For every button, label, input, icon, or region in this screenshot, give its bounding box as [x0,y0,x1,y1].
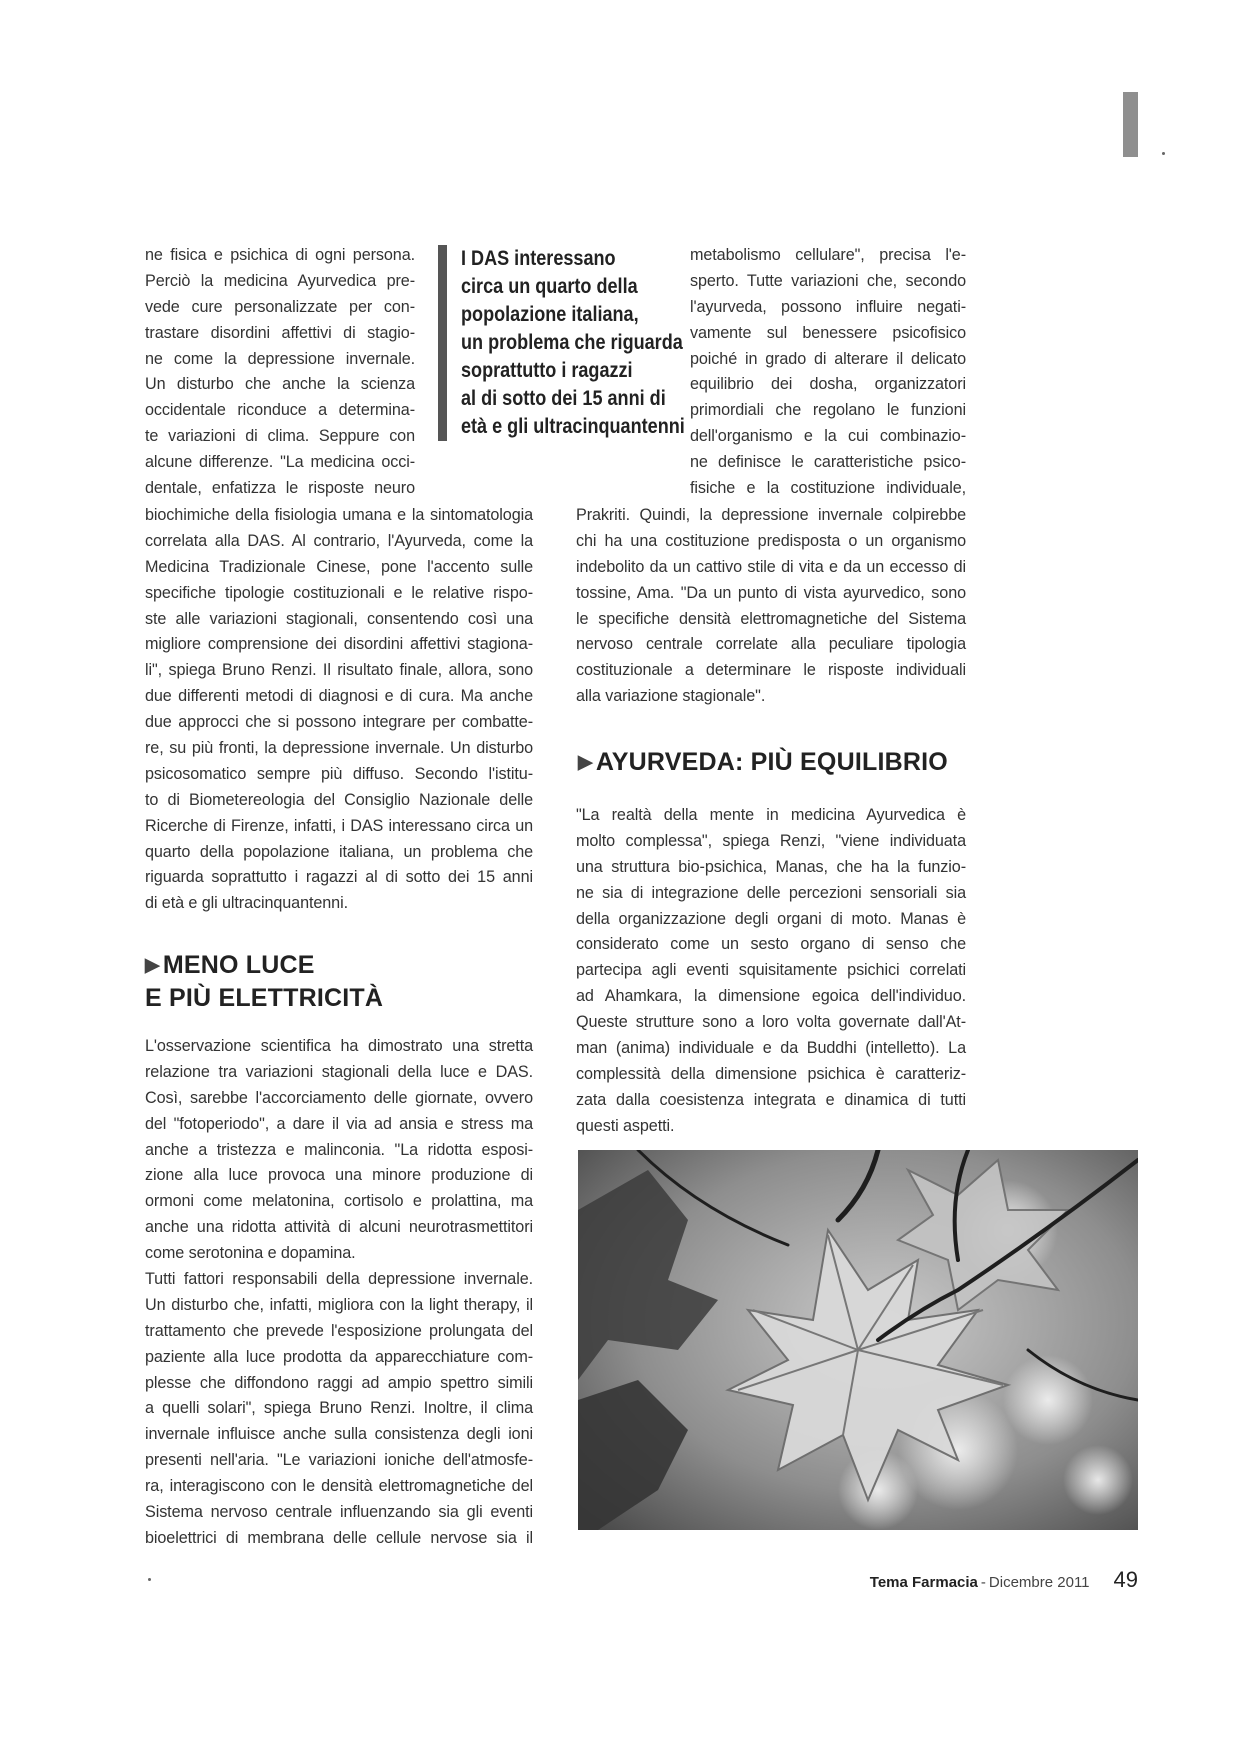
text-line: del "fotoperiodo", a dare il via ad ansia e stress ma [145,1114,533,1133]
text-line: riguarda soprattutto i ragazzi al di sotto dei 15 anni [145,868,533,887]
text-line: L'osservazione scientifica ha dimostrato una stretta [145,1037,533,1055]
text-line: a quelli solari", spiega Bruno Renzi. Inoltre, il clima [145,1399,533,1418]
pull-quote [438,245,709,441]
text-line: zata dalla coesistenza integrata e dinamica di tutti [576,1090,966,1109]
text-line: specifiche tipologie costituzionali e le relative rispo- [145,583,533,602]
text-line: anche a tristezza e malinconia. "La ridotta esposi- [145,1140,533,1159]
text-line: dell'organismo e la cui combinazio- [690,427,966,446]
text-line: psicosomatico sempre più diffuso. Secondo l'istitu- [145,764,533,783]
text-line: "La realtà della mente in medicina Ayurvedica è [576,806,966,824]
page-number: 49 [1113,1567,1138,1592]
text-line: migliore comprensione dei disordini affettivi stagiona- [145,635,533,654]
text-line: costituzionale a determinare le risposte individuali [576,661,966,680]
text-line: l'ayurveda, possono influire negati- [690,297,966,316]
text-line: due differenti metodi di diagnosi e di cura. Ma anche [145,687,533,706]
text-line: nervoso centrale correlate alla peculiare tipologia [576,635,966,654]
text-line: partecipa agli eventi squisitamente psichici correlati [576,961,966,980]
text-line: Perciò la medicina Ayurvedica pre- [145,271,415,290]
text-line: considerato come un sesto organo di senso che [576,935,966,954]
text-line: indebolito da un cattivo stile di vita e da un eccesso di [576,557,966,576]
text-line: ormoni come melatonina, cortisolo e prolattina, ma [145,1192,533,1211]
text-line: paziente alla luce prodotta da apparecchiature com- [145,1347,533,1366]
text-line: le specifiche densità elettromagnetiche del Sistema [576,609,966,628]
section-heading-meno-luce [145,950,383,1014]
text-line: ste alle variazioni stagionali, consentendo così una [145,609,533,628]
text-line: to di Biometereologia del Consiglio Nazionale delle [145,790,533,809]
triangle-bullet-icon: ▶ [145,955,160,976]
page-footer [870,1567,1138,1593]
text-line: Un disturbo che anche la scienza [145,375,415,394]
text-line: relazione tra variazioni stagionali della luce e DAS. [145,1062,533,1081]
text-line: alcune differenze. "La medicina occi- [145,453,415,472]
text-line: primordiali che regolano le funzioni [690,401,966,420]
text-line: correlata alla DAS. Al contrario, l'Ayurveda, come la [145,531,533,550]
text-line: poiché in grado di alterare il delicato [690,349,966,368]
text-line: ne fisica e psichica di ogni persona. [145,246,415,264]
pull-quote-line: età e gli ultracinquantenni [461,415,685,438]
column-a-intro [145,243,415,502]
text-line: Ricerche di Firenze, infatti, i DAS interessano circa un [145,816,533,835]
pull-quote-line: soprattutto i ragazzi [461,359,633,382]
text-line: presenti nell'aria. "Le variazioni ioniche dell'atmosfe- [145,1451,533,1470]
text-line: ne sia di integrazione delle percezioni sensoriali sia [576,883,966,902]
footer-separator: - [980,1574,986,1591]
text-line: Così, sarebbe l'accorciamento delle giornate, ovvero [145,1088,533,1107]
text-line: vamente sul benessere psicofisico [690,323,966,342]
pull-quote-line: un problema che riguarda [461,331,683,354]
text-line: Medicina Tradizionale Cinese, pone l'accento sulle [145,557,533,576]
text-line: li", spiega Bruno Renzi. Il risultato finale, allora, sono [145,661,533,680]
text-line: bioelettrici di membrana delle cellule nervose sia il [145,1528,533,1547]
pull-quote-line: circa un quarto della [461,275,638,298]
text-line: ne definisce le caratteristiche psico- [690,453,966,472]
text-line: Queste strutture sono a loro volta governate dall'At- [576,1013,966,1032]
text-line: ra, interagiscono con le densità elettromagnetiche del [145,1477,533,1496]
text-line: Un disturbo che, infatti, migliora con la light therapy, il [145,1295,533,1314]
column-a-body [145,503,533,917]
maple-leaves-photo [578,1150,1138,1530]
text-line: Sistema nervoso centrale influenzando sia gli eventi [145,1503,533,1522]
text-line: molto complessa", spiega Renzi, "viene individuata [576,831,966,850]
text-line: complessità della dimensione psichica è caratteriz- [576,1064,966,1083]
heading-text: E PIÙ ELETTRICITÀ [145,984,384,1012]
text-line: quarto della popolazione italiana, un problema che [145,842,533,861]
issue-date: Dicembre 2011 [988,1574,1090,1591]
speck [1162,152,1165,155]
text-line: zione alla luce provoca una minore produzione di [145,1166,533,1185]
text-line: due approcci che si possono integrare per combatte- [145,713,533,732]
column-b-intro [690,243,966,502]
column-a-meno-luce-text [145,1034,533,1552]
text-line: della organizzazione degli organi di moto. Manas è [576,909,966,928]
triangle-bullet-icon: ▶ [578,752,593,773]
text-line: invernale influisce anche sulla consistenza degli ioni [145,1425,533,1444]
heading-text: AYURVEDA: PIÙ EQUILIBRIO [595,748,948,776]
column-b-body [576,503,966,710]
text-line: di età e gli ultracinquantenni. [145,894,348,913]
section-heading-ayurveda [578,747,948,780]
text-line: anche una ridotta attività di alcuni neurotrasmettitori [145,1218,533,1237]
section-tab-marker [1123,92,1138,157]
column-b-ayurveda-text [576,803,966,1140]
text-line: chi ha una costituzione predisposta o un organismo [576,531,966,550]
text-line: occidentale riconduce a determina- [145,401,415,420]
text-line: dentale, enfatizza le risposte neuro [145,479,415,498]
text-line: fisiche e la costituzione individuale, [690,479,966,498]
text-line: ne come la depressione invernale. [145,349,415,368]
text-line: man (anima) individuale e da Buddhi (intelletto). La [576,1039,966,1058]
text-line: Prakriti. Quindi, la depressione invernale colpirebbe [576,506,966,524]
text-line: come serotonina e dopamina. [145,1244,356,1263]
text-line: alla variazione stagionale". [576,687,766,706]
text-line: ad Ahamkara, la dimensione egoica dell'individuo. [576,987,966,1006]
publication-name: Tema Farmacia [869,1574,978,1591]
text-line: biochimiche della fisiologia umana e la sintomatologia [145,506,533,524]
text-line: sperto. Tutte variazioni che, secondo [690,271,966,290]
text-line: questi aspetti. [576,1116,675,1135]
heading-text: MENO LUCE [162,951,315,979]
text-line: trastare disordini affettivi di stagio- [145,323,415,342]
text-line: Tutti fattori responsabili della depressione invernale. [145,1270,533,1289]
text-line: metabolismo cellulare", precisa l'e- [690,246,966,264]
pull-quote-line: I DAS interessano [461,247,616,270]
speck [148,1578,151,1581]
text-line: vede cure personalizzate per con- [145,297,415,316]
text-line: una struttura bio-psichica, Manas, che ha la funzio- [576,857,966,876]
text-line: plesse che diffondono raggi ad ampio spettro simili [145,1373,533,1392]
pull-quote-line: al di sotto dei 15 anni di [461,387,666,410]
pull-quote-line: popolazione italiana, [461,303,639,326]
text-line: equilibrio dei dosha, organizzatori [690,375,966,394]
text-line: te variazioni di clima. Seppure con [145,427,415,446]
text-line: tossine, Ama. "Da un punto di vista ayurvedico, sono [576,583,966,602]
text-line: trattamento che prevede l'esposizione prolungata del [145,1321,533,1340]
text-line: re, su più fronti, la depressione invernale. Un disturbo [145,739,533,758]
